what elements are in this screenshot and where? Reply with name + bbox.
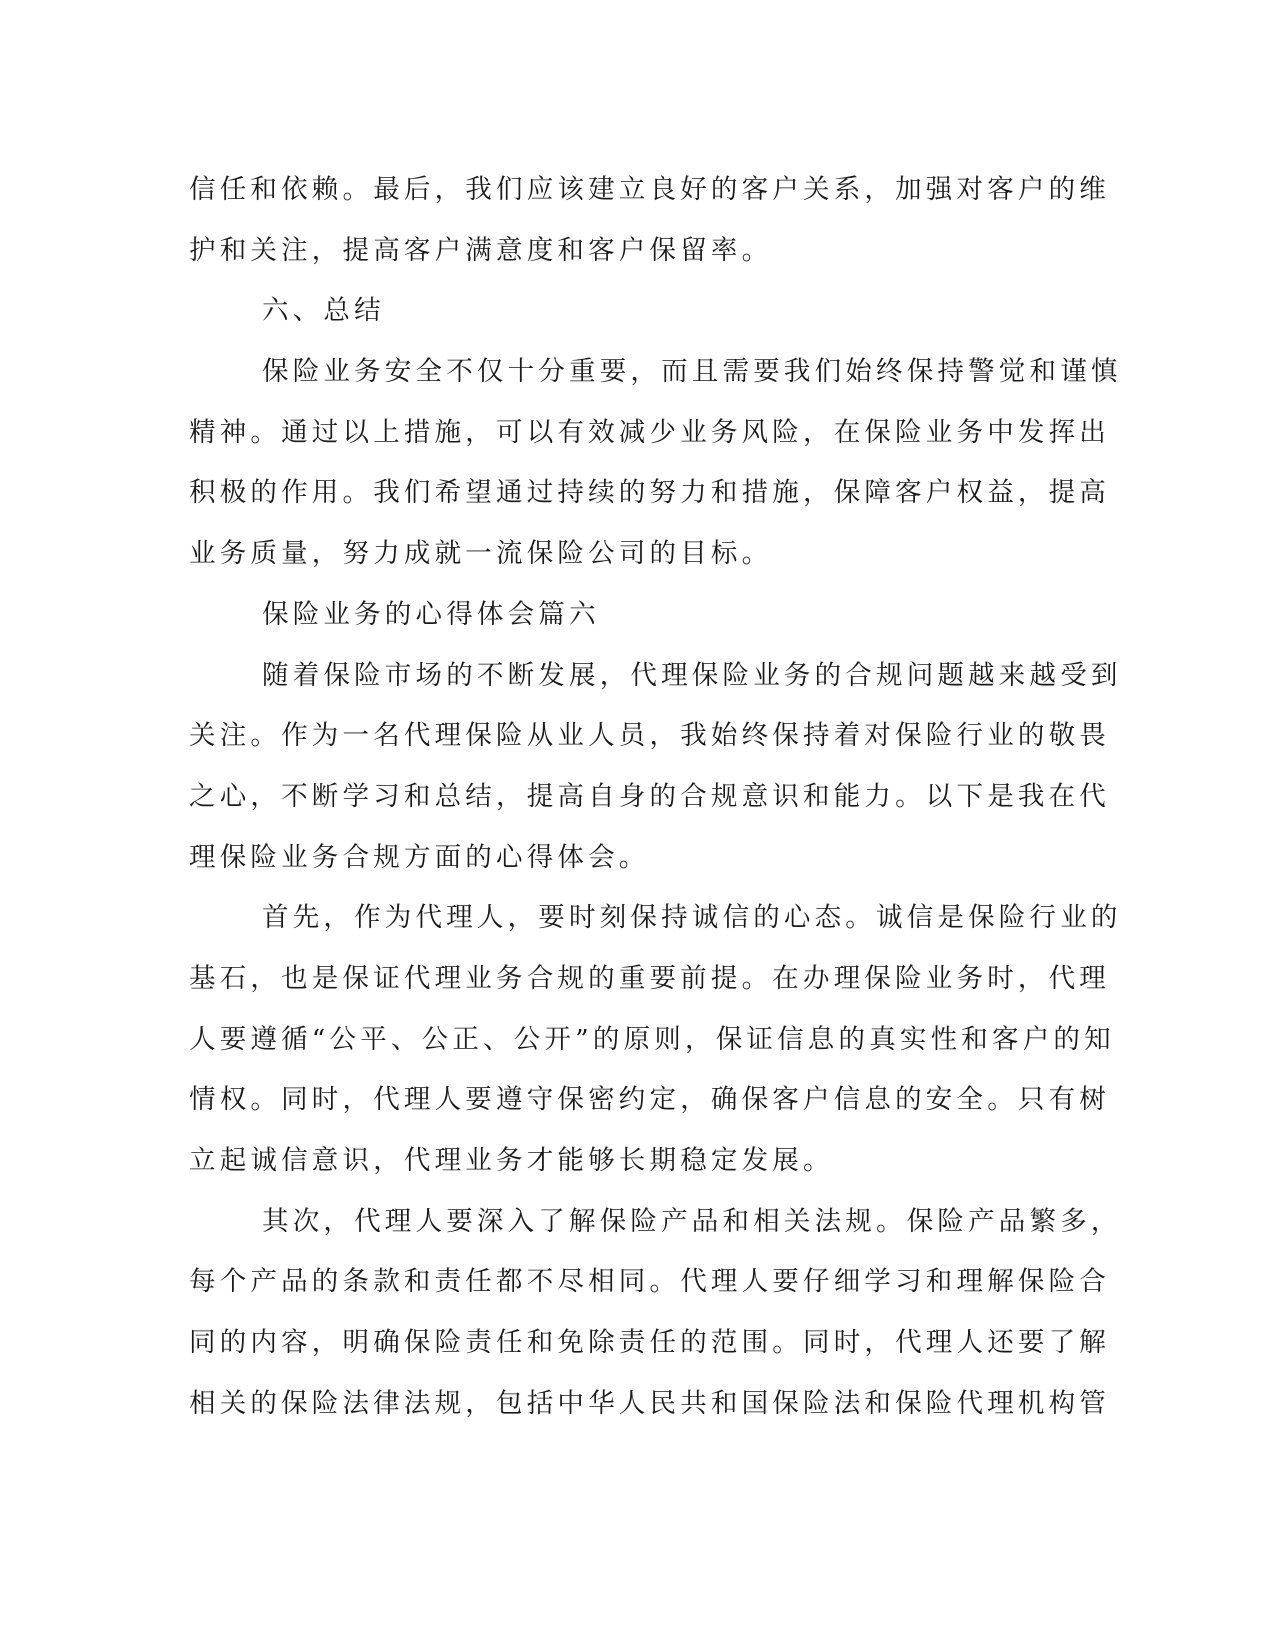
text-line: 精神。通过以上措施，可以有效减少业务风险，在保险业务中发挥出 xyxy=(189,416,1110,448)
text-line: 人要遵循“公平、公正、公开”的原则，保证信息的真实性和客户的知 xyxy=(189,1023,1115,1055)
text-line: 同的内容，明确保险责任和免除责任的范围。同时，代理人还要了解 xyxy=(189,1327,1110,1359)
text-line: 其次，代理人要深入了解保险产品和相关法规。保险产品繁多， xyxy=(262,1205,1122,1237)
paragraph-summary xyxy=(189,342,1122,585)
text-line: 理保险业务合规方面的心得体会。 xyxy=(189,841,650,873)
section-heading-summary xyxy=(189,281,1079,342)
section-heading-part-six xyxy=(189,585,1079,646)
text-line: 随着保险市场的不断发展，代理保险业务的合规问题越来越受到 xyxy=(262,659,1122,691)
text-line: 每个产品的条款和责任都不尽相同。代理人要仔细学习和理解保险合 xyxy=(189,1266,1110,1298)
paragraph-closing-customer-relations xyxy=(189,160,1110,281)
text-line: 情权。同时，代理人要遵守保密约定，确保客户信息的安全。只有树 xyxy=(189,1084,1110,1116)
text-line: 相关的保险法律法规，包括中华人民共和国保险法和保险代理机构管 xyxy=(189,1387,1110,1419)
text-line: 保险业务安全不仅十分重要，而且需要我们始终保持警觉和谨慎 xyxy=(262,356,1122,388)
paragraph-integrity xyxy=(189,888,1122,1191)
text-line: 之心，不断学习和总结，提高自身的合规意识和能力。以下是我在代 xyxy=(189,780,1110,812)
text-line: 业务质量，努力成就一流保险公司的目标。 xyxy=(189,538,773,570)
heading-text: 保险业务的心得体会篇六 xyxy=(262,598,600,630)
text-line: 护和关注，提高客户满意度和客户保留率。 xyxy=(189,234,773,266)
paragraph-introduction xyxy=(189,646,1122,889)
document-body xyxy=(189,160,1122,1434)
text-line: 基石，也是保证代理业务合规的重要前提。在办理保险业务时，代理 xyxy=(189,962,1110,994)
text-line: 信任和依赖。最后，我们应该建立良好的客户关系，加强对客户的维 xyxy=(189,174,1110,205)
text-line: 立起诚信意识，代理业务才能够长期稳定发展。 xyxy=(189,1145,834,1176)
text-line: 关注。作为一名代理保险从业人员，我始终保持着对保险行业的敬畏 xyxy=(189,720,1110,752)
paragraph-products-and-regulations xyxy=(189,1192,1122,1435)
text-line: 积极的作用。我们希望通过持续的努力和措施，保障客户权益，提高 xyxy=(189,477,1110,509)
text-line: 首先，作为代理人，要时刻保持诚信的心态。诚信是保险行业的 xyxy=(262,902,1122,934)
heading-text: 六、总结 xyxy=(262,295,385,327)
